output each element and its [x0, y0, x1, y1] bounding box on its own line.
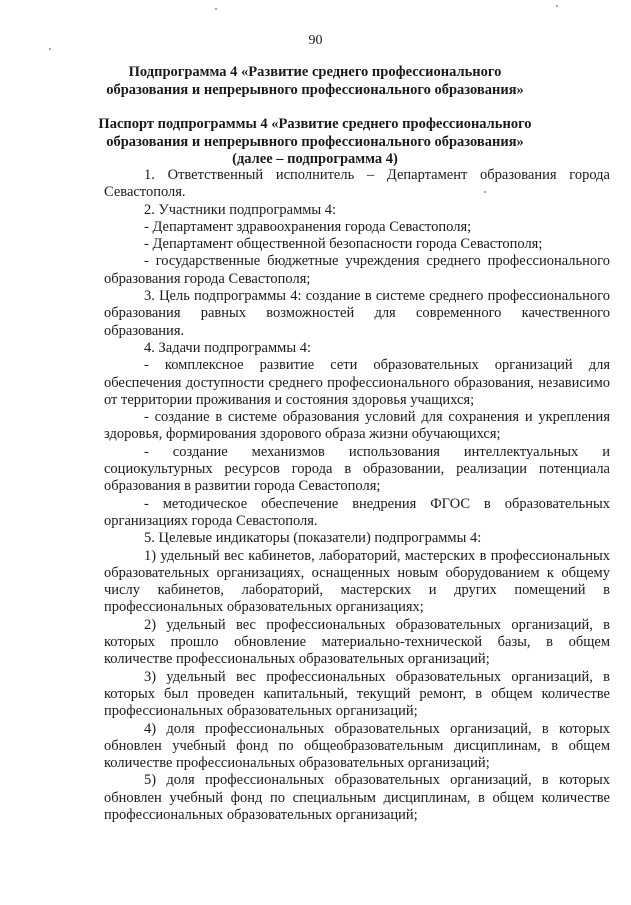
paragraph-participant-item: - государственные бюджетные учреждения среднего профессионального образования города Севастополя; [104, 253, 610, 287]
paragraph-indicators-heading: 5. Целевые индикаторы (показатели) подпрограммы 4: [144, 530, 482, 547]
passport-title-line: образования и непрерывного профессионального образования» [106, 133, 524, 150]
subprogram-title: Подпрограмма 4 «Развитие среднего профессионального образования и непрерывного профессионального образования» [106, 64, 524, 98]
paragraph-indicator-item: 3) удельный вес профессиональных образовательных организаций, в которых был проведен капитальный, текущий ремонт, в общем количестве профессиональных образовательных организаций; [104, 668, 610, 720]
paragraph-indicator-item: 2) удельный вес профессиональных образовательных организаций, в которых прошло обновление материально-технической базы, в общем количестве профессиональных образовательных организаций; [104, 616, 610, 668]
scan-speck [49, 48, 51, 50]
scan-speck [556, 5, 558, 7]
passport-title-line: (далее – подпрограмма 4) [232, 151, 398, 167]
paragraph-task-item: - создание механизмов использования интеллектуальных и социокультурных ресурсов города в образовании, реализации потенциала образования в развитии города Севастополя; [104, 443, 610, 495]
paragraph-tasks-heading: 4. Задачи подпрограммы 4: [144, 339, 311, 356]
passport-body [104, 167, 610, 824]
paragraph-participants-heading: 2. Участники подпрограммы 4: [144, 201, 337, 218]
paragraph-participant-item: - Департамент общественной безопасности города Севастополя; [144, 236, 543, 253]
paragraph-task-item: - комплексное развитие сети образовательных организаций для обеспечения доступности среднего профессионального образования, независимо от территории проживания и состояния здоровья учащихся; [104, 357, 610, 408]
passport-title [95, 116, 535, 169]
paragraph-indicator-item: 5) доля профессиональных образовательных организаций, в которых обновлен учебный фонд по специальным дисциплинам, в общем количестве профессиональных образовательных организаций; [104, 772, 610, 823]
paragraph-participant-item: - Департамент здравоохранения города Севастополя; [144, 218, 472, 235]
page-number: 90 [308, 33, 323, 48]
paragraph-responsible-executor: 1. Ответственный исполнитель – Департамент образования города Севастополя. [104, 167, 610, 201]
paragraph-task-item: - создание в системе образования условий для сохранения и укрепления здоровья, формирования здорового образа жизни обучающихся; [104, 409, 610, 443]
scan-speck [484, 191, 486, 193]
paragraph-indicator-item: 4) доля профессиональных образовательных организаций, в которых обновлен учебный фонд по общеобразовательным дисциплинам, в общем количестве профессиональных образовательных организаций; [104, 720, 610, 772]
paragraph-goal: 3. Цель подпрограммы 4: создание в системе среднего профессионального образования равных возможностей для современного качественного образования. [104, 288, 610, 339]
scan-speck [215, 8, 217, 10]
passport-title-line: Паспорт подпрограммы 4 «Развитие среднего профессионального [98, 116, 532, 132]
paragraph-indicator-item: 1) удельный вес кабинетов, лабораторий, мастерских в профессиональных образовательных организациях, оснащенных новым оборудованием к общему числу кабинетов, лабораторий, мастерских и других помещений в профессиональных образовательных организациях; [104, 547, 610, 616]
paragraph-task-item: - методическое обеспечение внедрения ФГОС в образовательных организациях города Севастополя. [104, 495, 610, 529]
